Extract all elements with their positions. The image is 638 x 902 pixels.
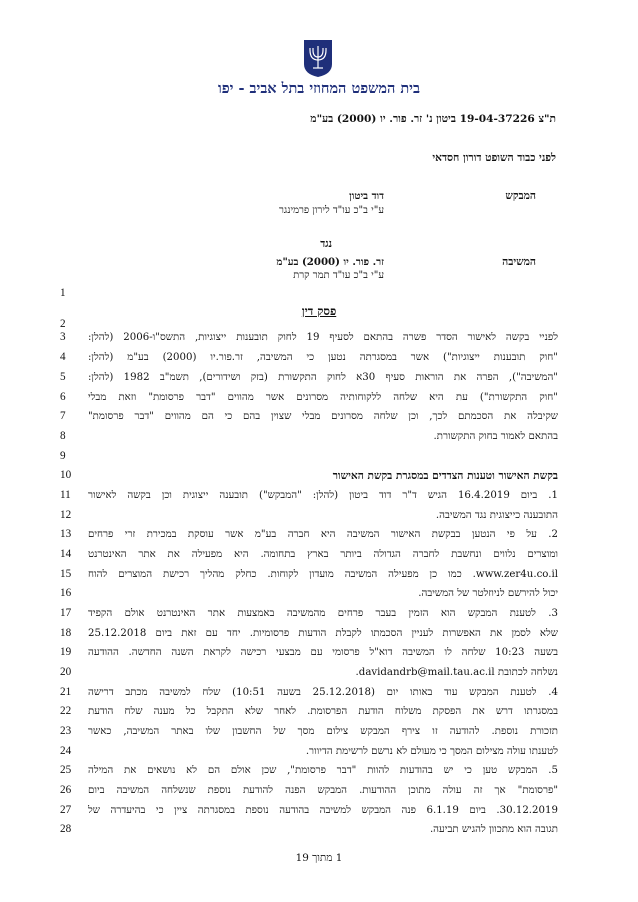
respondent-role: המשיבה (502, 256, 536, 268)
body-line: שקיבלה את הסכמתם לכך, וכן שלחה מסרונים מבלי שצוין בהם כי הם מהווים "דבר פרסומת" (88, 411, 558, 422)
line-number: 27 (60, 804, 72, 816)
line-number: 7 (60, 410, 66, 422)
line-number: 1 (60, 287, 66, 299)
line-number: 24 (60, 745, 72, 757)
respondent-representative: ע"י ב"כ עו"ד תמר קרת (293, 270, 384, 281)
line-number: 6 (60, 391, 66, 403)
line-number: 25 (60, 764, 72, 776)
body-line: התובענה כייצוגית נגד המשיבה. (435, 510, 558, 521)
body-line: www.zer4u.co.il. כמו כן מפעילה המשיבה מועדון לקוחות. כחלק מהליך רכישת המוצרים להוח (88, 569, 558, 580)
judge-line: לפני כבוד השופט דורון חסדאי (432, 152, 556, 164)
line-number: 17 (60, 607, 72, 619)
line-number: 23 (60, 725, 72, 737)
body-line: "פרסומת" אך זה עולה מתוכן ההודעות. המבקש הפנה להודעת נוספת שנשלחה המשיבה ביום (88, 785, 558, 796)
court-title: בית המשפט המחוזי בתל אביב - יפו (218, 80, 420, 97)
line-number: 28 (60, 823, 72, 835)
line-number: 16 (60, 587, 72, 599)
section-title: בקשת האישור וטענות הצדדים במסגרת בקשת האישור (332, 470, 558, 482)
line-number: 4 (60, 351, 66, 363)
body-line: "חוק תובענות ייצוגיות") אשר במסגרתה נטען כי המשיבה, זר.פור.יו (2000) בע"מ (להלן: (88, 352, 558, 363)
line-number: 19 (60, 646, 72, 658)
line-number: 9 (60, 450, 66, 462)
judgment-heading: פסק דין (301, 304, 337, 318)
line-number: 11 (60, 489, 71, 501)
body-line: תגובה הוא מתכוון להגיש תביעה. (429, 824, 558, 835)
body-line: "חוק התקשורת") עת היא שלחה ללקוחותיה מסרונים אשר מהווים "דבר פרסומת" וזאת מבלי (88, 392, 558, 403)
body-line: בשעה 10:23 שלחה לו המשיבה דוא"ל פרסומי עם מבצעי רכישה לקראת השנה החדשה. ההודעה (88, 647, 558, 658)
body-line: שלא לסמן את האפשרות לעניין הסכמתו לקבלת הודעות פרסומיות. יחד עם זאת ביום 25.12.2018 (88, 628, 558, 639)
line-number: 12 (60, 509, 72, 521)
line-number: 15 (60, 568, 72, 580)
email-line: נשלחה לכתובת davidandrb@mail.tau.ac.il. (355, 667, 558, 678)
body-line: לפניי בקשה לאישור הסדר פשרה בהתאם לסעיף 19 לחוק תובענות ייצוגיות, התשס"ו-2006 (להלן: (88, 332, 558, 343)
body-line: 2. על פי הנטען בבקשת האישור המשיבה היא חברה בע"מ אשר עוסקת במכירת זרי פרחים (88, 529, 558, 540)
respondent-name: זר. פור. יו (2000) בע"מ (276, 256, 384, 268)
body-line: 4. לטענת המבקש עוד באותו יום (25.12.2018 בשעה 10:51) שלח למשיבה מכתב דרישה (88, 687, 558, 698)
line-number: 3 (60, 331, 66, 343)
body-line: 5. המבקש טען כי יש בהודעות להוות "דבר פרסומת", שכן אולם הם לא נושאים את המילה (88, 765, 558, 776)
line-number: 18 (60, 627, 72, 639)
line-number: 22 (60, 705, 72, 717)
line-number: 13 (60, 528, 72, 540)
versus-label: נגד (320, 238, 332, 250)
applicant-representative: ע"י ב"כ עו"ד לירון פרמינגר (278, 205, 384, 216)
body-line: 3. לטענת המבקש הוא הזמין בעבר פרחים מהמשיבה באמצעות אתר האינטרנט אולם הקפיד (88, 608, 558, 619)
body-line: "המשיבה"), הפרה את הוראות סעיף 30א לחוק התקשורת (בזק ושידורים), תשמ"ב 1982 (להלן: (88, 372, 558, 383)
line-number: 21 (60, 686, 72, 698)
body-line: יכול להירשם לניוזלטר של המשיבה. (418, 588, 558, 599)
line-number: 8 (60, 430, 66, 442)
body-line: ומוצרים נלווים ונחשבת לחברה הגדולה ביותר בארץ בתחומה. היא מפעילה את אתר האינטרנט (88, 549, 558, 560)
line-number: 14 (60, 548, 72, 560)
body-line: לטענתו עולה מצילום המסך כי מעולם לא נרשם לרשימת הדיוור. (305, 746, 558, 757)
line-number: 2 (60, 318, 66, 330)
body-line: 1. ביום 16.4.2019 הגיש ד"ר דוד ביטון (להלן: "המבקש") תובענה ייצוגית וכן בקשה לאישור (88, 490, 558, 501)
applicant-role: המבקש (505, 190, 536, 202)
applicant-name: דוד ביטון (349, 190, 384, 202)
line-number: 20 (60, 666, 72, 678)
page-counter: 1 מתוך 19 (295, 852, 343, 864)
state-emblem-icon (300, 38, 336, 78)
line-number: 5 (60, 371, 66, 383)
body-line: 30.12.2019. ביום 6.1.19 פנה המבקש למשיבה בהודעה נוספת במסגרתה ציין כי בהיעדרה של (88, 805, 558, 816)
body-line: בהתאם לאמור בחוק התקשורת. (433, 431, 558, 442)
line-number: 10 (60, 469, 72, 481)
line-number: 26 (60, 784, 72, 796)
body-line: תזכורת נוספת. להודעה זו צירף המבקש צילום מסך של החשבון שלו באתר המשיבה, כאשר (88, 726, 558, 737)
body-line: במסגרתו דרש את הפסקת משלוח הודעת הפרסומת. לאחר שלא התקבל כל מענה שלח הודעת (88, 706, 558, 717)
case-identifier: ת"צ 19-04-37226 ביטון נ' זר. פור. יו (2000) בע"מ (310, 113, 556, 125)
